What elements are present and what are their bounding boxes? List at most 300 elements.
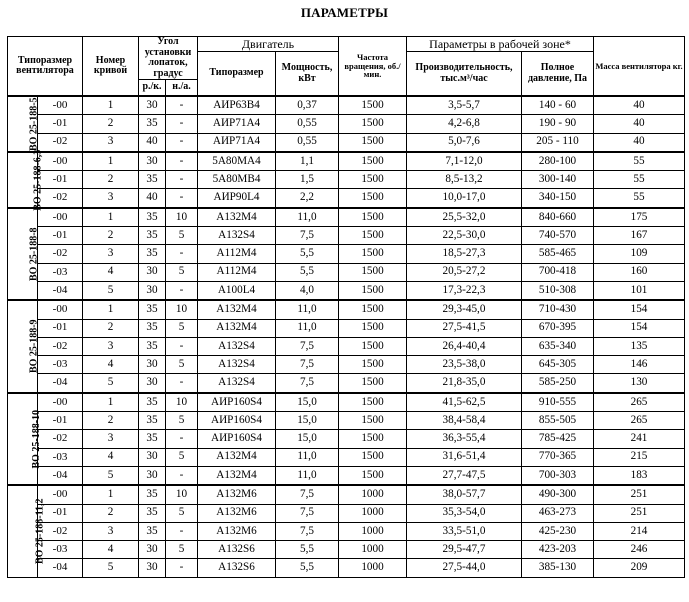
cell-na: - [166,245,198,263]
cell-power: 15,0 [276,430,339,448]
cell-pressure: 770-365 [522,448,594,466]
cell-pressure: 300-140 [522,171,594,189]
table-row [8,115,685,133]
group-label [8,393,43,485]
cell-pressure: 645-305 [522,356,594,374]
cell-pressure: 670-395 [522,319,594,337]
cell-power: 1,1 [276,152,339,171]
cell-mass: 40 [594,133,685,152]
cell-power: 7,5 [276,356,339,374]
cell-power: 7,5 [276,522,339,540]
cell-rk: 35 [139,393,166,412]
cell-pressure: 510-308 [522,281,594,300]
cell-power: 7,5 [276,504,339,522]
cell-mass: 135 [594,337,685,355]
cell-code: -00 [38,208,83,227]
cell-code: -04 [38,559,83,577]
cell-na: 5 [166,356,198,374]
cell-curve: 3 [83,133,139,152]
cell-mass: 241 [594,430,685,448]
cell-motor: АИР160S4 [198,412,276,430]
cell-capacity: 22,5-30,0 [407,227,522,245]
cell-motor: АИР90L4 [198,189,276,208]
cell-pressure: 585-465 [522,245,594,263]
table-row [8,319,685,337]
cell-capacity: 3,5-5,7 [407,96,522,115]
header-curve: Номер кривой [83,37,139,97]
table-row [8,430,685,448]
cell-code: -02 [38,337,83,355]
cell-curve: 5 [83,281,139,300]
cell-capacity: 38,0-57,7 [407,485,522,504]
cell-rk: 30 [139,448,166,466]
cell-motor: А132S4 [198,227,276,245]
cell-pressure: 785-425 [522,430,594,448]
cell-mass: 154 [594,319,685,337]
cell-capacity: 35,3-54,0 [407,504,522,522]
cell-rpm: 1000 [339,485,407,504]
table-row [8,485,685,504]
cell-mass: 55 [594,189,685,208]
cell-rk: 35 [139,115,166,133]
cell-power: 4,0 [276,281,339,300]
table-row [8,245,685,263]
cell-na: 10 [166,485,198,504]
cell-pressure: 840-660 [522,208,594,227]
cell-rk: 35 [139,522,166,540]
header-angle-na: н./а. [166,80,198,97]
cell-na: - [166,189,198,208]
cell-rpm: 1500 [339,96,407,115]
header-angle: Угол установки лопаток, градус [139,37,198,80]
cell-pressure: 710-430 [522,300,594,319]
table-row [8,504,685,522]
cell-mass: 209 [594,559,685,577]
table-row [8,374,685,393]
cell-na: - [166,152,198,171]
cell-curve: 5 [83,466,139,485]
cell-rpm: 1500 [339,448,407,466]
cell-curve: 1 [83,393,139,412]
cell-rpm: 1000 [339,522,407,540]
cell-na: - [166,559,198,577]
group-label [8,149,44,211]
cell-rk: 35 [139,485,166,504]
cell-capacity: 5,0-7,6 [407,133,522,152]
cell-na: 5 [166,541,198,559]
cell-rk: 30 [139,374,166,393]
cell-rk: 35 [139,171,166,189]
cell-power: 15,0 [276,412,339,430]
cell-curve: 4 [83,356,139,374]
cell-rk: 30 [139,559,166,577]
table-row [8,300,685,319]
cell-rk: 35 [139,227,166,245]
cell-pressure: 490-300 [522,485,594,504]
table-row [8,208,685,227]
header-pressure: Полное давление, Па [522,52,594,97]
cell-na: - [166,374,198,393]
cell-mass: 265 [594,412,685,430]
cell-rpm: 1500 [339,300,407,319]
cell-capacity: 21,8-35,0 [407,374,522,393]
cell-curve: 1 [83,152,139,171]
cell-code: -00 [38,300,83,319]
header-motor-power: Мощность, кВт [276,52,339,97]
cell-power: 1,5 [276,171,339,189]
cell-na: 5 [166,412,198,430]
cell-mass: 130 [594,374,685,393]
cell-rk: 35 [139,245,166,263]
table-row [8,281,685,300]
table-row [8,263,685,281]
table-body [8,96,685,577]
cell-mass: 160 [594,263,685,281]
header-type: Типоразмер вентилятора [8,37,83,97]
cell-mass: 265 [594,393,685,412]
cell-code: -03 [38,356,83,374]
cell-na: - [166,337,198,355]
cell-na: 5 [166,448,198,466]
table-row [8,448,685,466]
header-capacity: Производительность, тыс.м³/час [407,52,522,97]
cell-power: 7,5 [276,337,339,355]
cell-mass: 175 [594,208,685,227]
header-mass: Масса вентилятора кг. [594,37,685,97]
cell-power: 7,5 [276,374,339,393]
cell-mass: 55 [594,152,685,171]
header-angle-rk: р./к. [139,80,166,97]
cell-rk: 35 [139,300,166,319]
cell-power: 11,0 [276,300,339,319]
cell-rpm: 1500 [339,430,407,448]
table-row [8,152,685,171]
cell-motor: А132М6 [198,504,276,522]
cell-curve: 4 [83,541,139,559]
table-row [8,189,685,208]
cell-rpm: 1500 [339,263,407,281]
cell-mass: 215 [594,448,685,466]
cell-capacity: 26,4-40,4 [407,337,522,355]
cell-curve: 2 [83,115,139,133]
cell-mass: 40 [594,96,685,115]
cell-curve: 1 [83,300,139,319]
cell-curve: 1 [83,96,139,115]
table-row [8,96,685,115]
cell-rk: 35 [139,504,166,522]
cell-curve: 4 [83,448,139,466]
cell-pressure: 910-555 [522,393,594,412]
cell-curve: 5 [83,559,139,577]
page-title: ПАРАМЕТРЫ [300,5,389,20]
cell-capacity: 27,5-41,5 [407,319,522,337]
cell-capacity: 33,5-51,0 [407,522,522,540]
cell-motor: А132М4 [198,208,276,227]
cell-pressure: 280-100 [522,152,594,171]
table-row [8,133,685,152]
cell-curve: 2 [83,412,139,430]
table-row [8,541,685,559]
header-work-zone: Параметры в рабочей зоне* [407,37,594,52]
cell-code: -01 [38,504,83,522]
cell-curve: 2 [83,504,139,522]
cell-motor: АИР71А4 [198,133,276,152]
cell-motor: А132S4 [198,356,276,374]
cell-power: 2,2 [276,189,339,208]
cell-motor: А100L4 [198,281,276,300]
cell-curve: 3 [83,189,139,208]
cell-rk: 30 [139,281,166,300]
cell-capacity: 4,2-6,8 [407,115,522,133]
cell-curve: 2 [83,227,139,245]
group-label [8,96,38,152]
cell-motor: 5А80МВ4 [198,171,276,189]
cell-capacity: 29,3-45,0 [407,300,522,319]
cell-code: -00 [38,152,83,171]
cell-rk: 35 [139,208,166,227]
table-row [8,227,685,245]
cell-rpm: 1000 [339,559,407,577]
group-name: ВО 25-188-9 [28,319,40,374]
cell-rk: 30 [139,152,166,171]
cell-capacity: 31,6-51,4 [407,448,522,466]
cell-curve: 4 [83,263,139,281]
cell-curve: 1 [83,208,139,227]
cell-rpm: 1500 [339,171,407,189]
cell-motor: А112М4 [198,263,276,281]
cell-power: 5,5 [276,559,339,577]
group-label [8,300,38,392]
cell-code: -01 [38,227,83,245]
cell-mass: 101 [594,281,685,300]
cell-motor: А132М6 [198,522,276,540]
cell-motor: А132S6 [198,541,276,559]
cell-motor: А132S4 [198,337,276,355]
cell-capacity: 23,5-38,0 [407,356,522,374]
header-motor-type: Типоразмер [198,52,276,97]
cell-rpm: 1000 [339,504,407,522]
cell-na: - [166,171,198,189]
cell-capacity: 18,5-27,3 [407,245,522,263]
cell-curve: 3 [83,245,139,263]
cell-capacity: 25,5-32,0 [407,208,522,227]
table-row [8,337,685,355]
cell-na: - [166,430,198,448]
cell-capacity: 41,5-62,5 [407,393,522,412]
cell-na: - [166,281,198,300]
cell-rk: 40 [139,133,166,152]
cell-mass: 167 [594,227,685,245]
cell-rk: 35 [139,319,166,337]
cell-rk: 35 [139,337,166,355]
cell-mass: 251 [594,485,685,504]
cell-code: -03 [38,263,83,281]
cell-rpm: 1500 [339,227,407,245]
cell-code: -00 [38,393,83,412]
cell-code: -01 [38,171,83,189]
cell-pressure: 425-230 [522,522,594,540]
cell-motor: АИР160S4 [198,430,276,448]
cell-mass: 109 [594,245,685,263]
cell-capacity: 8,5-13,2 [407,171,522,189]
cell-capacity: 27,5-44,0 [407,559,522,577]
cell-na: 5 [166,227,198,245]
cell-rk: 35 [139,430,166,448]
cell-code: -01 [38,412,83,430]
cell-code: -02 [38,430,83,448]
cell-curve: 3 [83,337,139,355]
cell-rpm: 1500 [339,393,407,412]
group-label [8,208,38,300]
cell-rpm: 1500 [339,466,407,485]
cell-rpm: 1500 [339,356,407,374]
cell-motor: 5А80МА4 [198,152,276,171]
table-row [8,171,685,189]
cell-na: 10 [166,208,198,227]
cell-na: - [166,522,198,540]
cell-motor: А132М4 [198,319,276,337]
cell-code: -02 [38,522,83,540]
cell-rpm: 1500 [339,281,407,300]
cell-rpm: 1500 [339,337,407,355]
cell-motor: АИР71А4 [198,115,276,133]
cell-na: - [166,115,198,133]
cell-code: -01 [38,319,83,337]
cell-code: -03 [38,448,83,466]
cell-power: 7,5 [276,227,339,245]
cell-pressure: 205 - 110 [522,133,594,152]
table-row [8,559,685,577]
cell-curve: 2 [83,319,139,337]
table-row [8,356,685,374]
cell-code: -03 [38,541,83,559]
cell-code: -04 [38,466,83,485]
cell-code: -04 [38,374,83,393]
cell-code: -02 [38,133,83,152]
cell-rk: 40 [139,189,166,208]
cell-curve: 1 [83,485,139,504]
cell-pressure: 423-203 [522,541,594,559]
cell-rpm: 1000 [339,541,407,559]
cell-power: 7,5 [276,485,339,504]
cell-capacity: 27,7-47,5 [407,466,522,485]
cell-na: 5 [166,504,198,522]
cell-capacity: 7,1-12,0 [407,152,522,171]
table-row [8,393,685,412]
cell-motor: А132М4 [198,466,276,485]
cell-rpm: 1500 [339,133,407,152]
cell-power: 5,5 [276,263,339,281]
cell-rpm: 1500 [339,115,407,133]
cell-motor: АИР63В4 [198,96,276,115]
cell-rpm: 1500 [339,412,407,430]
cell-mass: 251 [594,504,685,522]
group-name: ВО 25-188-8 [28,227,40,281]
table-row [8,412,685,430]
cell-pressure: 855-505 [522,412,594,430]
cell-rk: 30 [139,356,166,374]
cell-motor: А132М4 [198,300,276,319]
cell-capacity: 20,5-27,2 [407,263,522,281]
cell-pressure: 463-273 [522,504,594,522]
table-row [8,522,685,540]
cell-pressure: 385-130 [522,559,594,577]
cell-pressure: 190 - 90 [522,115,594,133]
cell-na: 5 [166,319,198,337]
cell-code: -02 [38,189,83,208]
cell-capacity: 17,3-22,3 [407,281,522,300]
cell-rk: 30 [139,263,166,281]
cell-power: 11,0 [276,466,339,485]
cell-pressure: 585-250 [522,374,594,393]
cell-rpm: 1500 [339,189,407,208]
cell-code: -00 [38,96,83,115]
cell-motor: А132S4 [198,374,276,393]
cell-curve: 3 [83,430,139,448]
group-name: ВО 25-188-5 [28,97,40,151]
cell-rpm: 1500 [339,152,407,171]
cell-rk: 30 [139,466,166,485]
cell-rk: 30 [139,96,166,115]
cell-code: -04 [38,281,83,300]
cell-capacity: 38,4-58,4 [407,412,522,430]
cell-pressure: 740-570 [522,227,594,245]
cell-motor: А132М6 [198,485,276,504]
cell-rpm: 1500 [339,319,407,337]
cell-capacity: 29,5-47,7 [407,541,522,559]
cell-motor: А132М4 [198,448,276,466]
cell-power: 5,5 [276,245,339,263]
cell-na: - [166,133,198,152]
cell-power: 0,55 [276,133,339,152]
cell-capacity: 36,3-55,4 [407,430,522,448]
cell-rpm: 1500 [339,374,407,393]
group-name: ВО 25-188-6,3 [32,149,44,211]
cell-pressure: 700-303 [522,466,594,485]
cell-mass: 146 [594,356,685,374]
cell-mass: 40 [594,115,685,133]
cell-rk: 30 [139,541,166,559]
cell-power: 0,37 [276,96,339,115]
cell-curve: 3 [83,522,139,540]
group-name: ВО 25-188-11,2 [34,498,46,565]
cell-pressure: 700-418 [522,263,594,281]
group-label [8,485,46,577]
cell-na: - [166,96,198,115]
cell-power: 5,5 [276,541,339,559]
cell-code: -01 [38,115,83,133]
cell-code: -02 [38,245,83,263]
table-row [8,466,685,485]
cell-rpm: 1500 [339,208,407,227]
cell-mass: 55 [594,171,685,189]
cell-mass: 246 [594,541,685,559]
cell-mass: 214 [594,522,685,540]
cell-curve: 5 [83,374,139,393]
cell-motor: АИР160S4 [198,393,276,412]
cell-mass: 154 [594,300,685,319]
cell-code: -00 [38,485,83,504]
header-motor: Двигатель [198,37,339,52]
cell-power: 0,55 [276,115,339,133]
cell-power: 11,0 [276,208,339,227]
cell-rk: 35 [139,412,166,430]
cell-power: 11,0 [276,319,339,337]
cell-power: 15,0 [276,393,339,412]
cell-rpm: 1500 [339,245,407,263]
cell-power: 11,0 [276,448,339,466]
cell-curve: 2 [83,171,139,189]
